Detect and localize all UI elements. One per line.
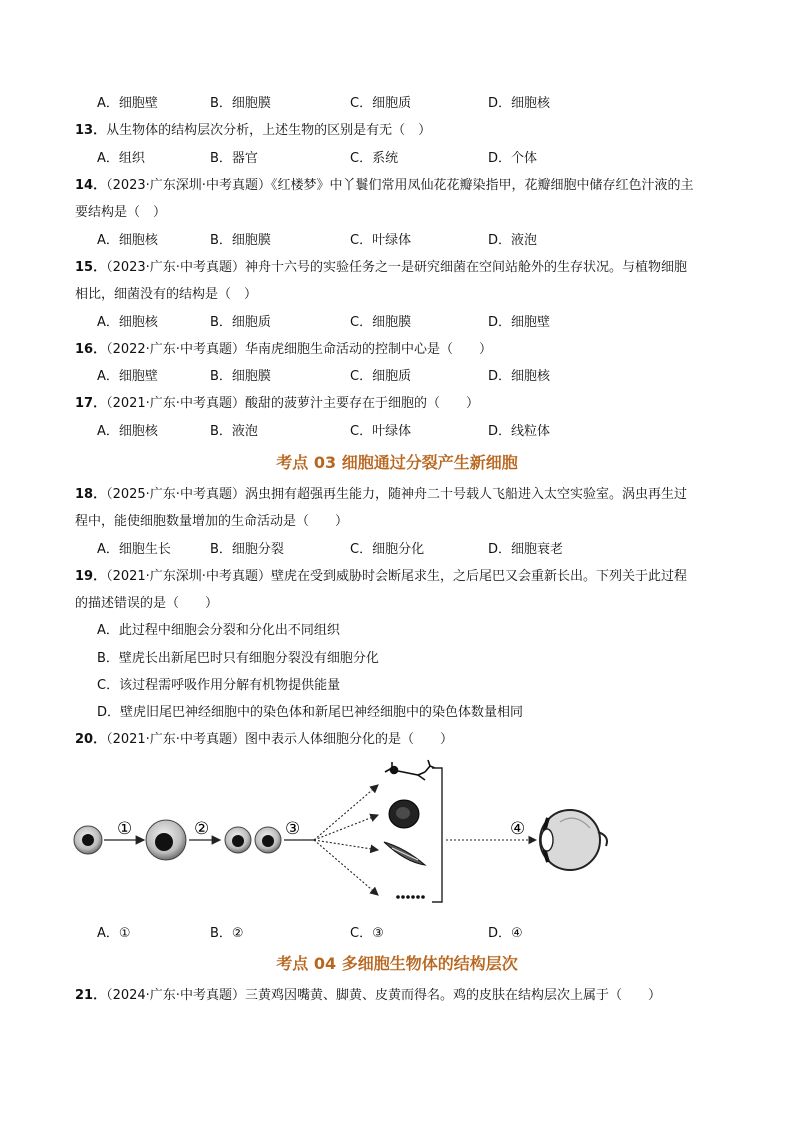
q15-option-d: D．细胞壁 [488, 315, 551, 330]
q12-option-b: B．细胞膜 [210, 96, 271, 111]
q14-text-line2: 要结构是（ ） [75, 205, 167, 220]
q14-option-b: B．细胞膜 [210, 233, 271, 248]
q18-text-line1: （2025·广东·中考真题）涡虫拥有超强再生能力，随神舟二十号载人飞船进入太空实验室。涡虫再生过 [106, 487, 687, 502]
q13-option-b: B．器官 [210, 151, 258, 166]
more-cells-dots [396, 895, 425, 899]
muscle-cell-icon [384, 842, 425, 865]
q14-text-line1: （2023·广东深圳·中考真题）《红楼梦》中丫鬟们常用凤仙花花瓣染指甲，花瓣细胞中储存红色汁液的主 [106, 178, 694, 193]
q20-number: 20． [75, 732, 107, 747]
bracket [432, 768, 442, 902]
q18-option-d: D．细胞衰老 [488, 542, 564, 557]
q19-text-line1: （2021·广东深圳·中考真题）壁虎在受到威胁时会断尾求生，之后尾巴又会重新长出。下列关于此过程 [106, 569, 687, 584]
q17-text: （2021·广东·中考真题）酸甜的菠萝汁主要存在于细胞的（ ） [106, 396, 479, 411]
grown-cell-icon [146, 820, 186, 860]
q13-option-c: C．系统 [350, 151, 399, 166]
q21-number: 21． [75, 988, 107, 1003]
q15-text-line1: （2023·广东·中考真题）神舟十六号的实验任务之一是研究细菌在空间站舱外的生存状况。与植物细胞 [106, 260, 687, 275]
q19-option-b: B．壁虎长出新尾巴时只有细胞分裂没有细胞分化 [97, 651, 379, 666]
q20-option-b: B．② [210, 926, 244, 941]
blood-cell-icon [389, 800, 419, 828]
q18-option-c: C．细胞分化 [350, 542, 425, 557]
q21-stem [75, 986, 661, 1006]
q20-option-c: C．③ [350, 926, 384, 941]
section-heading-03: 考点 03 细胞通过分裂产生新细胞 [276, 453, 518, 472]
q16-option-a: A．细胞壁 [97, 369, 158, 384]
q15-number: 15． [75, 260, 107, 275]
q19-option-a: A．此过程中细胞会分裂和分化出不同组织 [97, 623, 340, 638]
section-heading-04: 考点 04 多细胞生物体的结构层次 [276, 954, 518, 973]
q19-option-c: C．该过程需呼吸作用分解有机物提供能量 [97, 678, 341, 693]
q18-text-line2: 程中，能使细胞数量增加的生命活动是（ ） [75, 514, 349, 529]
q15-option-a: A．细胞核 [97, 315, 158, 330]
q12-option-d: D．细胞核 [488, 96, 551, 111]
q20-option-a: A．① [97, 926, 131, 941]
q13-option-a: A．组织 [97, 151, 145, 166]
q16-option-d: D．细胞核 [488, 369, 551, 384]
q15-option-c: C．细胞膜 [350, 315, 412, 330]
q16-text: （2022·广东·中考真题）华南虎细胞生命活动的控制中心是（ ） [106, 342, 492, 357]
q13-option-d: D．个体 [488, 151, 538, 166]
q14-option-a: A．细胞核 [97, 233, 158, 248]
q20-option-d: D．④ [488, 926, 523, 941]
diagram-label-2: ② [194, 819, 210, 839]
q17-option-a: A．细胞核 [97, 424, 158, 439]
q16-option-c: C．细胞质 [350, 369, 412, 384]
q19-text-line2: 的描述错误的是（ ） [75, 596, 219, 611]
diagram-label-1: ① [117, 819, 133, 839]
q17-option-c: C．叶绿体 [350, 424, 412, 439]
q16-number: 16． [75, 342, 107, 357]
q18-number: 18． [75, 487, 107, 502]
q17-option-d: D．线粒体 [488, 424, 551, 439]
divided-cells-icon [225, 827, 281, 853]
q14-number: 14． [75, 178, 107, 193]
q12-option-a: A．细胞壁 [97, 96, 158, 111]
q18-option-b: B．细胞分裂 [210, 542, 284, 557]
q19-number: 19． [75, 569, 107, 584]
q19-option-d: D．壁虎旧尾巴神经细胞中的染色体和新尾巴神经细胞中的染色体数量相同 [97, 705, 524, 720]
differentiation-branches [314, 785, 378, 895]
q20-text: （2021·广东·中考真题）图中表示人体细胞分化的是（ ） [106, 732, 453, 747]
q14-option-d: D．液泡 [488, 233, 538, 248]
q18-option-a: A．细胞生长 [97, 542, 171, 557]
q17-number: 17． [75, 396, 107, 411]
q17-option-b: B．液泡 [210, 424, 258, 439]
stem-cell-icon [74, 826, 102, 854]
diagram-label-4: ④ [510, 819, 526, 839]
q13-number: 13． [75, 123, 107, 138]
nerve-cell-icon [385, 760, 435, 780]
q15-option-b: B．细胞质 [210, 315, 271, 330]
q13-text: 从生物体的结构层次分析，上述生物的区别是有无（ ） [106, 123, 432, 138]
q15-text-line2: 相比，细菌没有的结构是（ ） [75, 287, 258, 302]
diagram-label-3: ③ [285, 819, 301, 839]
q14-option-c: C．叶绿体 [350, 233, 412, 248]
q21-text: （2024·广东·中考真题）三黄鸡因嘴黄、脚黄、皮黄而得名。鸡的皮肤在结构层次上属于（ ） [106, 988, 661, 1003]
eye-icon [540, 810, 607, 870]
q16-option-b: B．细胞膜 [210, 369, 271, 384]
q12-option-c: C．细胞质 [350, 96, 412, 111]
